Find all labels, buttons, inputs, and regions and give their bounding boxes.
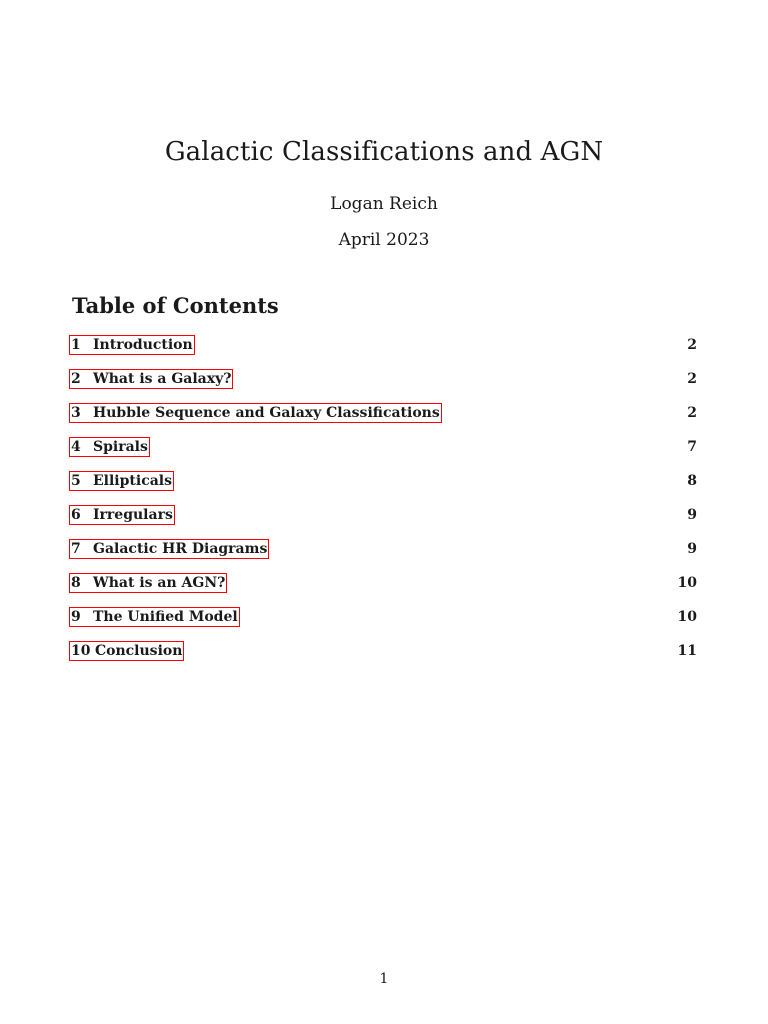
- toc-section-number: 4: [71, 439, 81, 455]
- toc-section-number: 10: [71, 643, 91, 659]
- toc-link-conclusion[interactable]: [69, 641, 184, 661]
- toc-section-number: 8: [71, 575, 81, 591]
- toc-section-title: Conclusion: [95, 643, 183, 659]
- table-of-contents: [69, 333, 699, 673]
- toc-link-ellipticals[interactable]: [69, 471, 174, 491]
- toc-entry-galactic-hr-diagrams: [69, 537, 699, 571]
- toc-entry-what-is-a-galaxy: [69, 367, 699, 401]
- author-name: Logan Reich: [330, 194, 438, 214]
- document-date: April 2023: [338, 230, 430, 250]
- toc-section-title: The Unified Model: [93, 609, 238, 625]
- toc-section-title: What is an AGN?: [93, 575, 226, 591]
- toc-section-number: 5: [71, 473, 81, 489]
- toc-section-title: Galactic HR Diagrams: [93, 541, 268, 557]
- toc-section-number: 1: [71, 337, 81, 353]
- toc-section-title: Ellipticals: [93, 473, 172, 489]
- toc-section-number: 6: [71, 507, 81, 523]
- toc-section-number: 9: [71, 609, 81, 625]
- toc-link-galactic-hr-diagrams[interactable]: [69, 539, 269, 559]
- toc-link-spirals[interactable]: [69, 437, 150, 457]
- toc-page-number: 9: [687, 541, 697, 557]
- toc-link-what-is-an-agn[interactable]: [69, 573, 227, 593]
- toc-heading: Table of Contents: [72, 293, 279, 318]
- toc-page-number: 10: [677, 609, 697, 625]
- toc-entry-ellipticals: [69, 469, 699, 503]
- toc-link-unified-model[interactable]: [69, 607, 240, 627]
- toc-section-number: 3: [71, 405, 81, 421]
- toc-link-hubble-sequence[interactable]: [69, 403, 442, 423]
- toc-entry-what-is-an-agn: [69, 571, 699, 605]
- toc-page-number: 10: [677, 575, 697, 591]
- toc-page-number: 2: [687, 371, 697, 387]
- toc-page-number: 2: [687, 337, 697, 353]
- toc-link-irregulars[interactable]: [69, 505, 175, 525]
- toc-section-title: Spirals: [93, 439, 148, 455]
- toc-entry-irregulars: [69, 503, 699, 537]
- toc-entry-introduction: [69, 333, 699, 367]
- toc-section-title: What is a Galaxy?: [93, 371, 232, 387]
- toc-link-introduction[interactable]: [69, 335, 195, 355]
- toc-page-number: 11: [677, 643, 697, 659]
- toc-section-number: 7: [71, 541, 81, 557]
- toc-page-number: 9: [687, 507, 697, 523]
- page-number: 1: [379, 971, 389, 987]
- toc-page-number: 7: [687, 439, 697, 455]
- toc-section-title: Introduction: [93, 337, 193, 353]
- toc-page-number: 2: [687, 405, 697, 421]
- toc-section-title: Irregulars: [93, 507, 173, 523]
- toc-link-what-is-a-galaxy[interactable]: [69, 369, 233, 389]
- document-title: Galactic Classifications and AGN: [164, 137, 604, 167]
- toc-entry-unified-model: [69, 605, 699, 639]
- toc-entry-hubble-sequence: [69, 401, 699, 435]
- toc-section-number: 2: [71, 371, 81, 387]
- toc-entry-spirals: [69, 435, 699, 469]
- toc-section-title: Hubble Sequence and Galaxy Classifications: [93, 405, 440, 421]
- toc-entry-conclusion: [69, 639, 699, 673]
- toc-page-number: 8: [687, 473, 697, 489]
